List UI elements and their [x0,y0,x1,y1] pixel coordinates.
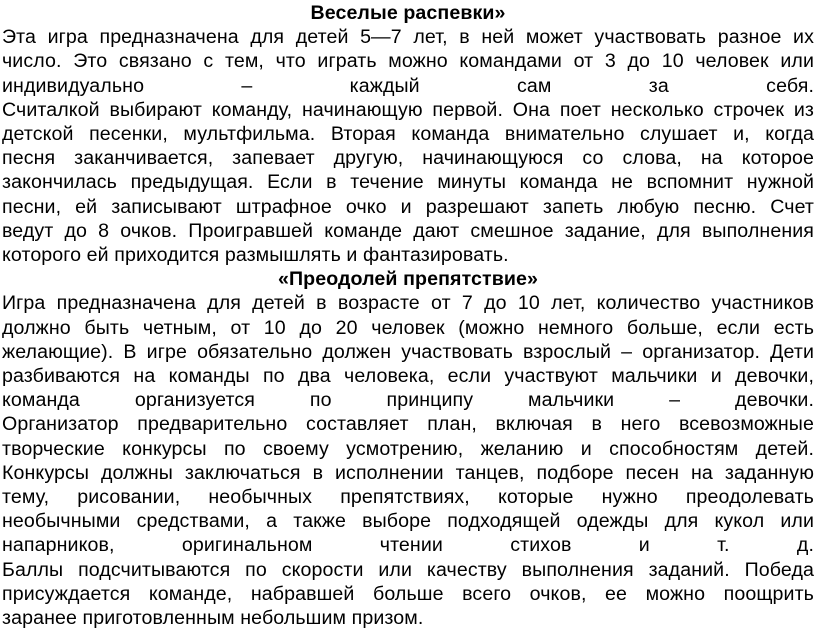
section-title-obstacle: «Преодолей препятствие» [277,268,539,291]
text-line: желающие). В игре обязательно должен участвовать взрослый – организатор. Дети [2,340,814,363]
text-line: Эта игра предназначена для детей 5—7 лет, в ней может участвовать разное их [2,26,814,49]
text-line: которого ей приходится размышлять и фантазировать. [2,244,509,267]
text-line: индивидуально – каждый сам за себя. [2,74,814,97]
text-line: разбиваются на команды по два человека, если участвуют мальчики и девочки, [2,365,814,388]
text-line: песня заканчивается, запевает другую, начинающуюся со слова, на которое [2,147,814,170]
text-line: Игра предназначена для детей в возрасте от 7 до 10 лет, количество участников [2,292,814,315]
text-line: детской песенки, мультфильма. Вторая команда внимательно слушает и, когда [2,123,814,146]
text-line: закончилась предыдущая. Если в течение минуты команда не вспомнит нужной [2,171,814,194]
text-line: заранее приготовленным небольшим призом. [2,607,424,630]
text-line: присуждается команде, набравшей больше всего очков, ее можно поощрить [2,582,814,605]
section-body-songs [2,25,814,267]
text-line: Организатор предварительно составляет план, включая в него всевозможные [2,413,814,436]
text-line: ведут до 8 очков. Проигравшей команде дают смешное задание, для выполнения [2,219,814,242]
text-line: тему, рисовании, необычных препятствиях, которые нужно преодолевать [2,486,814,509]
text-line: творческие конкурсы по своему усмотрению, желанию и способностям детей. [2,437,814,460]
text-line: песни, ей записывают штрафное очко и разрешают запеть любую песню. Счет [2,195,814,218]
text-line: команда организуется по принципу мальчики – девочки. [2,389,814,412]
section-body-obstacle [2,291,814,630]
section-title-songs: Веселые распевки» [310,2,506,24]
text-line: необычными средствами, а также выборе подходящей одежды для кукол или [2,510,814,533]
text-line: Конкурсы должны заключаться в исполнении танцев, подборе песен на заданную [2,461,814,484]
text-line: Баллы подсчитываются по скорости или качеству выполнения заданий. Победа [2,558,814,581]
text-line: Считалкой выбирают команду, начинающую первой. Она поет несколько строчек из [2,98,814,121]
text-line: напарников, оригинальном чтении стихов и т. д. [2,534,814,557]
text-line: должно быть четным, от 10 до 20 человек (можно немного больше, если есть [2,316,814,339]
text-line: число. Это связано с тем, что играть можно командами от 3 до 10 человек или [2,50,814,73]
